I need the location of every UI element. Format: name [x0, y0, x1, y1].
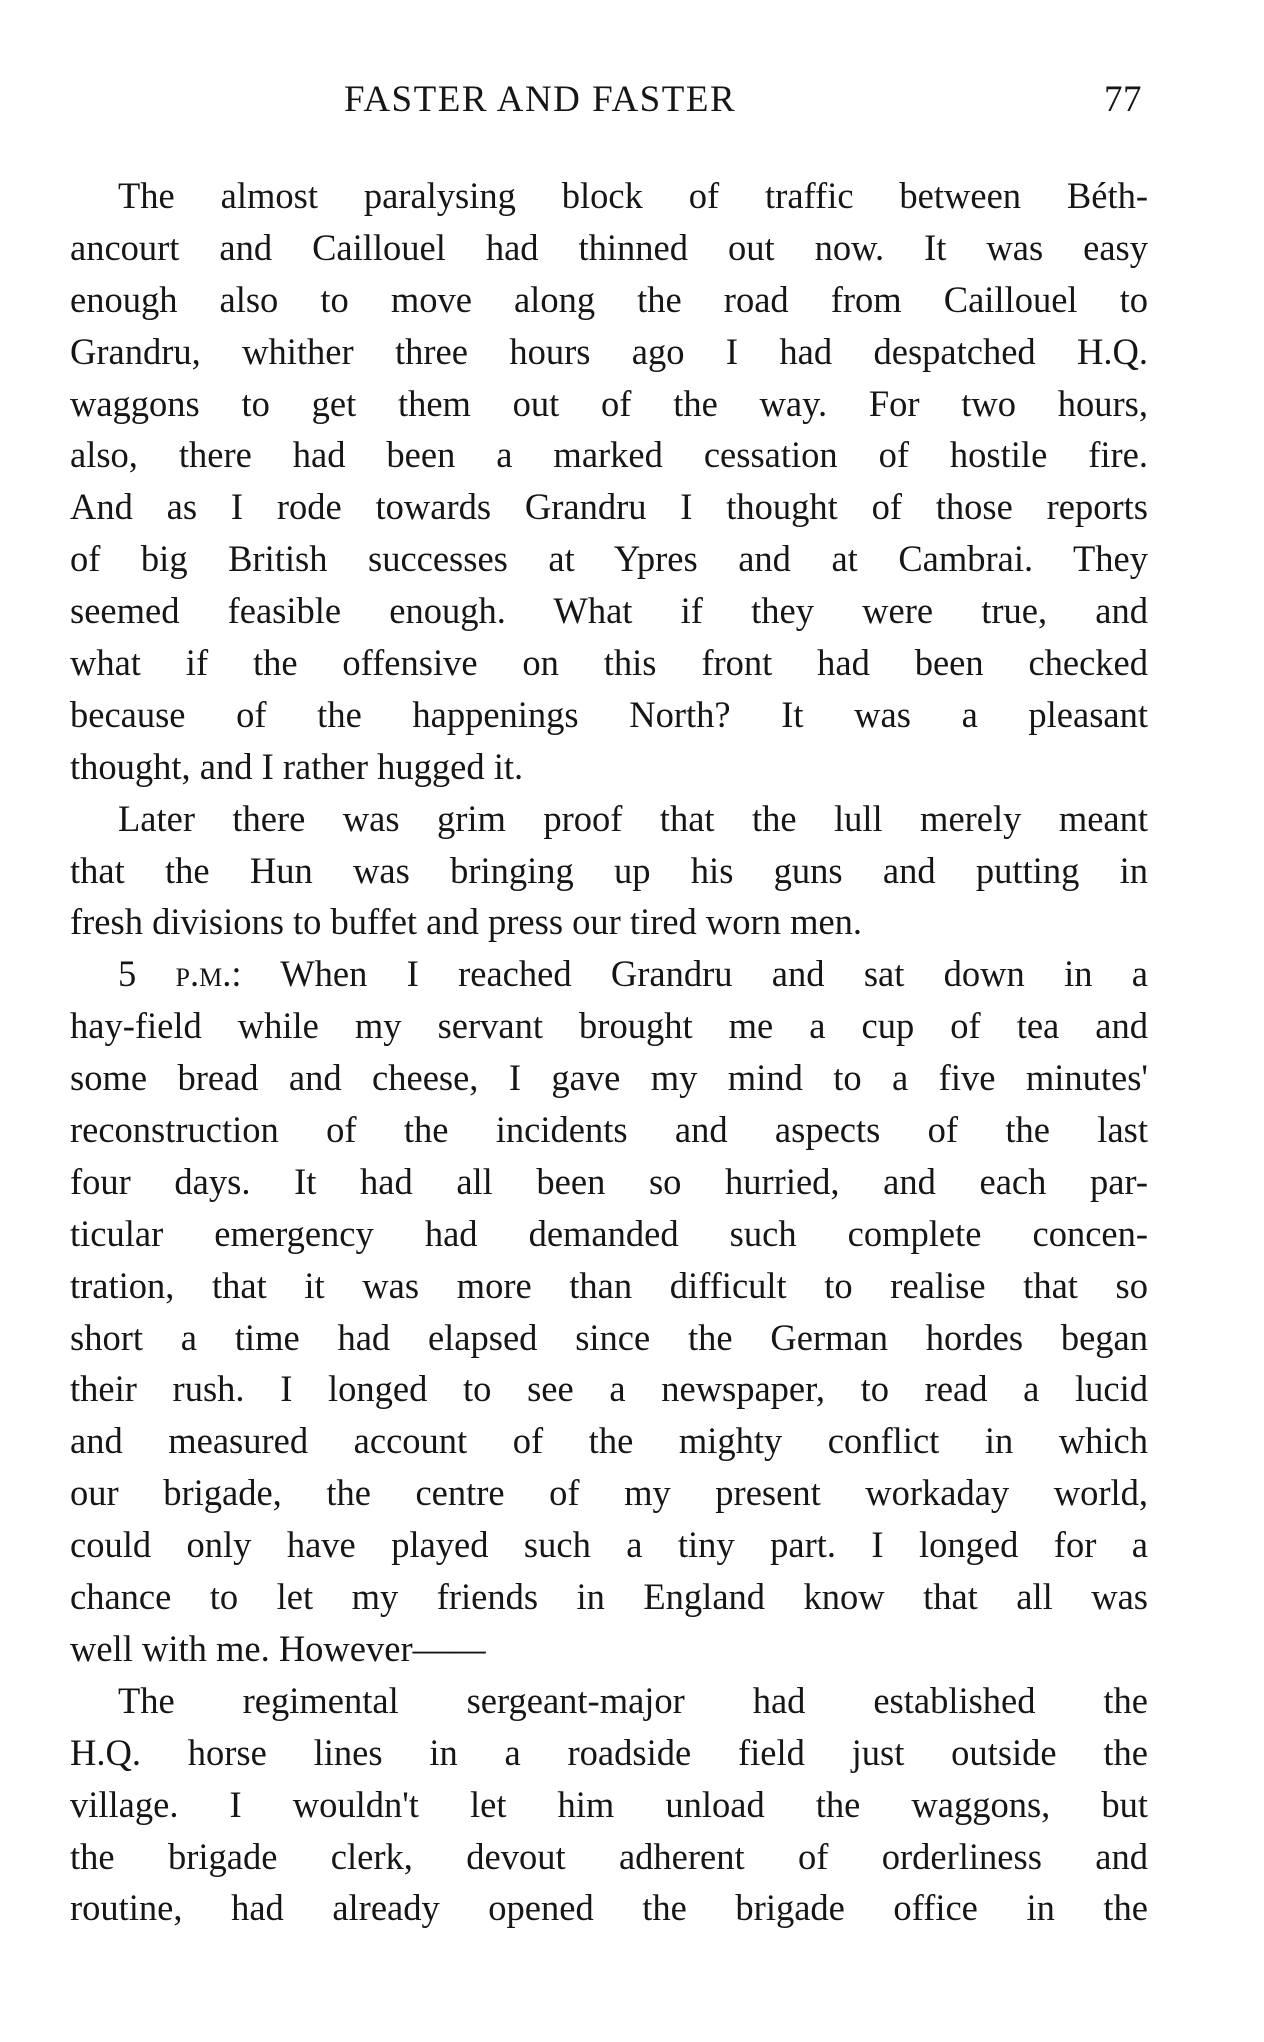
text-line: what if the offensive on this front had been checked — [70, 642, 1148, 684]
running-title: FASTER AND FASTER — [344, 79, 737, 120]
running-head — [0, 72, 1264, 128]
text-line: also, there had been a marked cessation of hostile fire. — [70, 434, 1148, 476]
text-line: our brigade, the centre of my present workaday world, — [70, 1472, 1148, 1514]
text-line: Later there was grim proof that the lull merely meant — [118, 797, 1148, 839]
text-line: and measured account of the mighty conflict in which — [70, 1420, 1148, 1462]
text-line: And as I rode towards Grandru I thought of those reports — [70, 486, 1148, 528]
text-line: enough also to move along the road from Caillouel to — [70, 278, 1148, 320]
text-line: chance to let my friends in England know that all was — [70, 1576, 1148, 1618]
text-line: well with me. However—— — [70, 1627, 486, 1669]
body-text — [70, 170, 1148, 1934]
text-line: because of the happenings North? It was a pleasant — [70, 693, 1148, 735]
text-line: thought, and I rather hugged it. — [70, 745, 524, 787]
text-line: of big British successes at Ypres and at Cambrai. They — [70, 538, 1148, 580]
text-line: the brigade clerk, devout adherent of orderliness and — [70, 1835, 1148, 1877]
text-line: The almost paralysing block of traffic between Béth- — [118, 175, 1148, 216]
text-line: fresh divisions to buffet and press our tired worn men. — [70, 901, 863, 943]
text-line-content: When I reached Grandru and sat down in a — [280, 953, 1148, 995]
text-line: ancourt and Caillouel had thinned out now. It was easy — [70, 226, 1148, 268]
page-number: 77 — [1104, 79, 1142, 120]
text-line — [70, 948, 1148, 1000]
text-line: ticular emergency had demanded such complete concen- — [70, 1212, 1148, 1254]
text-line: hay-field while my servant brought me a cup of tea and — [70, 1005, 1148, 1047]
text-line: four days. It had all been so hurried, and each par- — [70, 1160, 1148, 1202]
text-line: The regimental sergeant-major had established the — [118, 1679, 1148, 1721]
text-line: Grandru, whither three hours ago I had despatched H.Q. — [70, 330, 1148, 372]
text-line: could only have played such a tiny part. I longed for a — [70, 1524, 1148, 1566]
text-line: reconstruction of the incidents and aspects of the last — [70, 1109, 1148, 1151]
text-line: village. I wouldn't let him unload the waggons, but — [70, 1783, 1148, 1825]
text-line: H.Q. horse lines in a roadside field just outside the — [70, 1731, 1148, 1773]
text-line: routine, had already opened the brigade office in the — [70, 1887, 1148, 1929]
text-line: their rush. I longed to see a newspaper, to read a lucid — [70, 1368, 1148, 1410]
text-line: that the Hun was bringing up his guns and putting in — [70, 849, 1148, 891]
time-marker: 5 p.m.: — [118, 953, 242, 995]
text-line: tration, that it was more than difficult to realise that so — [70, 1264, 1148, 1306]
text-line: short a time had elapsed since the German hordes began — [70, 1316, 1148, 1358]
text-line: some bread and cheese, I gave my mind to a five minutes' — [70, 1057, 1148, 1099]
text-line: seemed feasible enough. What if they were true, and — [70, 590, 1148, 632]
text-line: waggons to get them out of the way. For two hours, — [70, 382, 1148, 424]
